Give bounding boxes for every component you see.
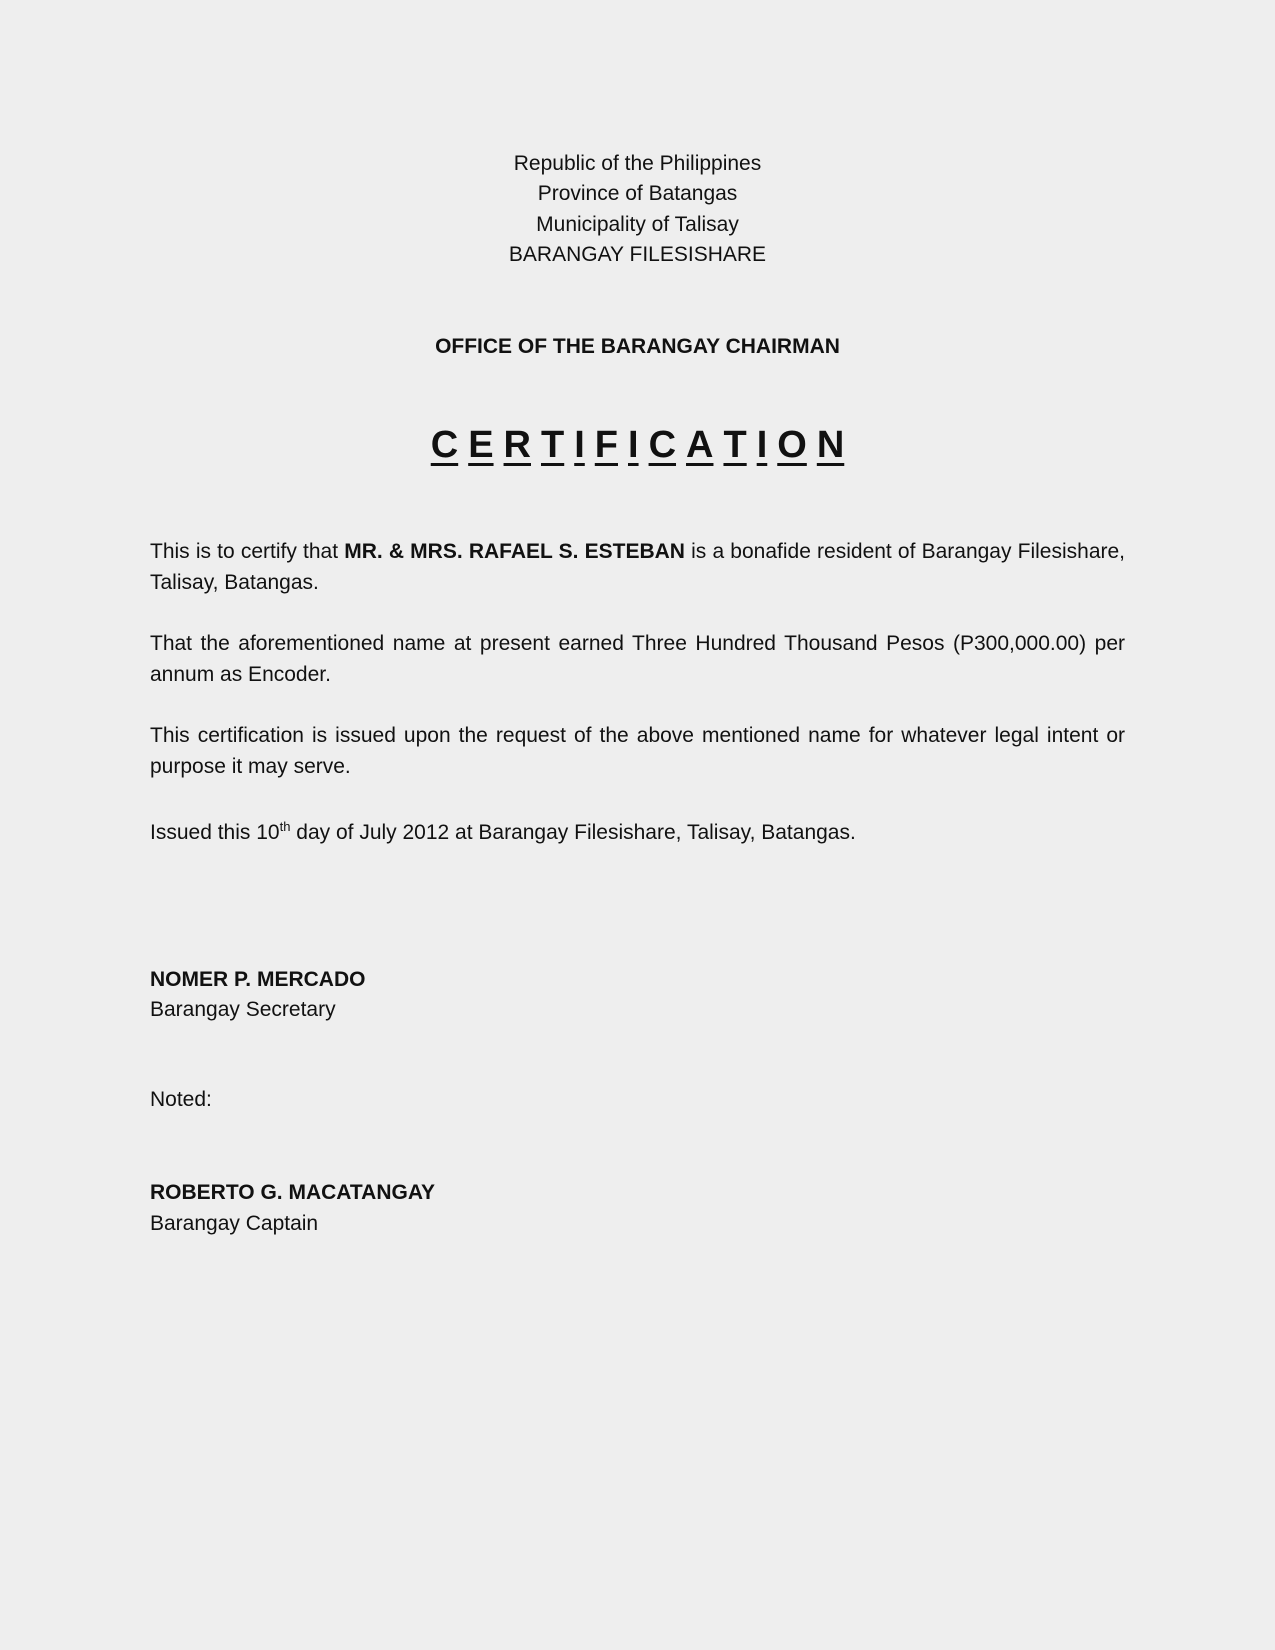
- title-letter: E: [468, 424, 494, 466]
- paragraph-income: That the aforementioned name at present earned Three Hundred Thousand Pesos (P300,000.00) per annum as Encoder.: [150, 632, 1125, 686]
- captain-title: Barangay Captain: [150, 1212, 319, 1235]
- title-letter: I: [574, 424, 585, 466]
- title-letter: T: [541, 424, 565, 466]
- header-municipality: Municipality of Talisay: [536, 213, 739, 236]
- title-letter: C: [648, 424, 677, 466]
- header-province: Province of Batangas: [537, 182, 738, 205]
- noted-label: Noted:: [150, 1088, 212, 1111]
- resident-name: MR. & MRS. RAFAEL S. ESTEBAN: [344, 540, 685, 563]
- header-barangay: BARANGAY FILESISHARE: [508, 243, 767, 266]
- paragraph-issued: [150, 812, 1125, 849]
- paragraph-residency: [150, 537, 1125, 598]
- title-letter: A: [686, 424, 714, 466]
- secretary-title: Barangay Secretary: [150, 998, 336, 1021]
- text: is a bonafide resident of Barangay Filesishare, Talisay, Batangas.: [150, 540, 1126, 594]
- title-letter: C: [430, 424, 459, 466]
- ordinal-suffix: th: [279, 819, 291, 834]
- title-letter: R: [503, 424, 531, 466]
- secretary-name: NOMER P. MERCADO: [150, 968, 366, 991]
- paragraph-purpose: This certification is issued upon the request of the above mentioned name for whatever legal intent or purpose it may serve.: [150, 724, 1125, 778]
- text: day of July 2012 at Barangay Filesishare, Talisay, Batangas.: [290, 821, 856, 844]
- header-republic: Republic of the Philippines: [513, 152, 762, 175]
- title-letter: T: [723, 424, 747, 466]
- title-letter: I: [756, 424, 768, 466]
- text: Issued this 10: [150, 821, 280, 844]
- office-heading: OFFICE OF THE BARANGAY CHAIRMAN: [435, 335, 840, 358]
- title-letter: I: [628, 424, 639, 466]
- title-letter: O: [777, 424, 807, 466]
- document-title: [0, 424, 1275, 467]
- title-letter: F: [594, 424, 618, 466]
- text: This is to certify that: [150, 540, 345, 563]
- captain-name: ROBERTO G. MACATANGAY: [150, 1181, 436, 1204]
- title-letter: N: [816, 424, 845, 466]
